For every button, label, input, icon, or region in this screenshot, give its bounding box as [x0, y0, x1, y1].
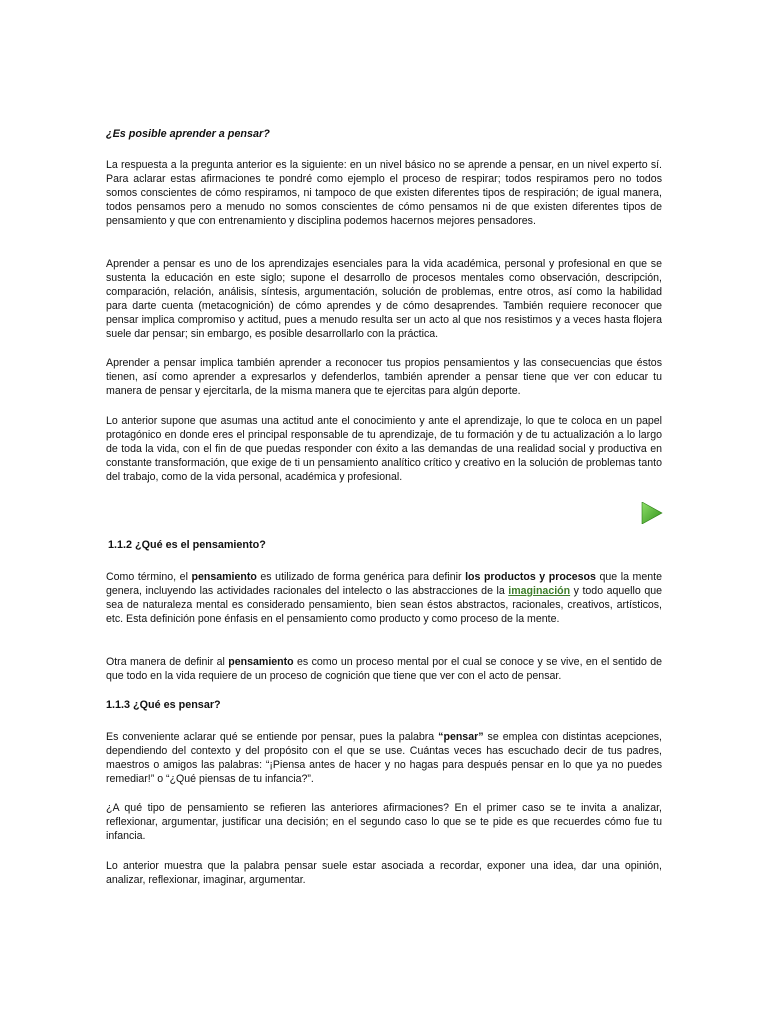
heading-1-1-2: 1.1.2 ¿Qué es el pensamiento?	[108, 539, 266, 551]
paragraph-3: Aprender a pensar implica también aprender a reconocer tus propios pensamientos y las consecuencias que éstos tienen, así como aprender a expresarlos y defenderlos, también aprender a pensar tiene que ver con educar tu manera de pensar y ejercitarla, de la misma manera que te ejercitas para algún deporte.	[106, 357, 662, 397]
paragraph-4: Lo anterior supone que asumas una actitud ante el conocimiento y ante el aprendizaje, lo que te coloca en un papel protagónico en donde eres el principal responsable de tu aprendizaje, de tu formación y de tu actualización a lo largo de toda la vida, con el fin de que puedas responder con éxito a las demandas de una realidad social y productiva en constante transformación, que exige de ti un pensamiento analítico crítico y creativo en la solución de problemas tanto del trabajo, como de la vida personal, académica y profesional.	[106, 415, 662, 483]
p5-bold-productos: los productos y procesos	[465, 571, 596, 583]
p7-text-c: se emplea con distintas acepciones, dependiendo del contexto y del propósito con el que se use. Cuántas veces has escuchado decir de tus padres, maestros o amigos las palabras: “¡Piensa antes de hacer y no hagas para después pensar en lo que ya no puedes remediar!” o “¿Qué piensas de tu infancia?”.	[106, 731, 662, 785]
paragraph-7	[106, 730, 662, 786]
p6-bold-pensamiento: pensamiento	[228, 656, 294, 668]
section-title: ¿Es posible aprender a pensar?	[106, 128, 270, 140]
p7-text-a: Es conveniente aclarar qué se entiende por pensar, pues la palabra	[106, 731, 439, 743]
p5-bold-pensamiento: pensamiento	[191, 571, 257, 583]
p6-text-a: Otra manera de definir al	[106, 656, 229, 668]
paragraph-6	[106, 655, 662, 683]
heading-1-1-3: 1.1.3 ¿Qué es pensar?	[106, 699, 221, 711]
paragraph-2: Aprender a pensar es uno de los aprendizajes esenciales para la vida académica, personal y profesional en que se sustenta la educación en este siglo; supone el desarrollo de procesos mentales como observación, descripción, comparación, relación, análisis, síntesis, argumentación, solución de problemas, entre otros, así como la habilidad para darte cuenta (metacognición) de cómo aprendes y de cómo desaprendes. También requiere reconocer que pensar implica compromiso y actitud, pues a menudo resulta ser un acto al que nos resistimos y a veces hasta flojera suele dar pensar; sin embargo, es posible desarrollarlo con la práctica.	[106, 258, 662, 340]
paragraph-9: Lo anterior muestra que la palabra pensar suele estar asociada a recordar, exponer una idea, dar una opinión, analizar, reflexionar, imaginar, argumentar.	[106, 860, 662, 886]
imaginacion-link[interactable]: imaginación	[508, 585, 571, 597]
paragraph-8: ¿A qué tipo de pensamiento se refieren las anteriores afirmaciones? En el primer caso se te invita a analizar, reflexionar, argumentar, justificar una decisión; en el segundo caso lo que se te pide es que recuerdes cómo fue tu infancia.	[106, 802, 662, 842]
p7-bold-pensar: “pensar”	[438, 731, 484, 743]
p5-text-c: es utilizado de forma genérica para definir	[256, 571, 466, 583]
next-arrow-icon[interactable]	[641, 502, 663, 524]
p5-text-f: y todo aquello que sea de naturaleza mental es considerado pensamiento, bien sean éstos abstractos, racionales, creativos, artísticos, etc. Esta definición pone énfasis en el pensamiento como producto y como proceso de la mente.	[106, 585, 662, 625]
p5-text-e: que la mente genera, incluyendo las actividades racionales del intelecto o las abstracciones de la	[106, 571, 662, 597]
paragraph-1: La respuesta a la pregunta anterior es la siguiente: en un nivel básico no se aprende a pensar, en un nivel experto sí. Para aclarar estas afirmaciones te pondré como ejemplo el proceso de respirar; todos respiramos pero no todos somos conscientes de cómo respiramos, ni tampoco de que existen diferentes tipos de respiración; de igual manera, todos pensamos pero a menudo no somos conscientes de cómo pensamos ni de que existen diferentes tipos de pensamiento y que con entrenamiento y disciplina podemos hacernos mejores pensadores.	[106, 159, 662, 227]
p5-text-a: Como término, el	[106, 571, 192, 583]
paragraph-5	[106, 570, 662, 626]
p6-text-c: es como un proceso mental por el cual se conoce y se vive, en el sentido de que todo en la vida requiere de un proceso de cognición que tiene que ver con el acto de pensar.	[106, 656, 662, 682]
